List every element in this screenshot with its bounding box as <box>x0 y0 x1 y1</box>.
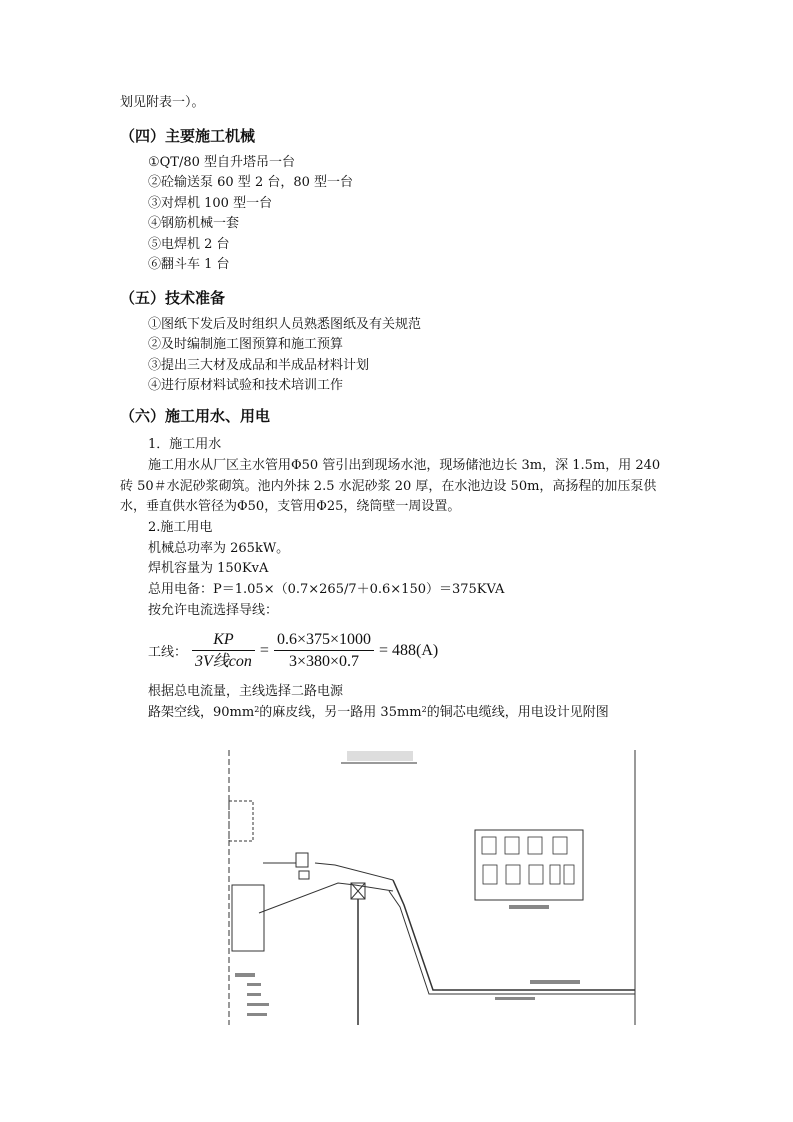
list-item: ⑥翻斗车 1 台 <box>148 257 230 272</box>
paragraph-line: 砖 50＃水泥砂浆砌筑。池内外抹 2.5 水泥砂浆 20 厚，在水池边设 50m，高扬程的加压泵供 <box>120 479 657 494</box>
formula-result: = 488(A) <box>378 641 439 659</box>
list-item: ③对焊机 100 型一台 <box>148 196 273 211</box>
list-item: ②及时编制施工图预算和施工预算 <box>148 337 344 352</box>
section-5-heading: （五）技术准备 <box>120 289 226 307</box>
paragraph-line: 按允许电流选择导线： <box>148 603 279 618</box>
formula-label: 工线： <box>148 645 188 660</box>
power-layout-diagram <box>203 745 637 1027</box>
diagram-title-scan <box>347 751 413 761</box>
fraction-1 <box>192 630 255 671</box>
paragraph-line: 水，垂直供水管径为Φ50，支管用Φ25，绕筒壁一周设置。 <box>120 499 461 514</box>
list-item: ④钢筋机械一套 <box>148 216 240 231</box>
list-item: ③提出三大材及成品和半成品材料计划 <box>148 358 370 373</box>
list-item: ①QT/80 型自升塔吊一台 <box>148 155 296 170</box>
list-item: ①图纸下发后及时组织人员熟悉图纸及有关规范 <box>148 317 422 332</box>
list-item: ⑤电焊机 2 台 <box>148 237 230 252</box>
fraction-1-denominator: 3V线con <box>195 653 252 670</box>
paragraph-line: 根据总电流量，主线选择二路电源 <box>148 684 344 699</box>
section-4-heading: （四）主要施工机械 <box>120 127 256 145</box>
fraction-1-numerator: KP <box>192 630 255 651</box>
list-item: ②砼输送泵 60 型 2 台，80 型一台 <box>148 175 354 190</box>
paragraph-line: 机械总功率为 265kW。 <box>148 541 290 556</box>
paragraph-line: 总用电备：P＝1.05×（0.7×265/7＋0.6×150）＝375KVA <box>148 582 505 597</box>
section-6-heading: （六）施工用水、用电 <box>120 407 271 425</box>
fraction-2-denominator: 3×380×0.7 <box>288 653 359 670</box>
current-formula <box>148 630 438 671</box>
paragraph-line: 路架空线，$90mm^2$的麻皮线，另一路用 $35mm^2$的铜芯电缆线，用电设计见附图 <box>148 705 609 720</box>
intro-tail: 划见附表一）。 <box>120 95 205 110</box>
paragraph-line: 施工用水从厂区主水管用Φ50 管引出到现场水池，现场储池边长 3m，深 1.5m，用 240 <box>148 458 661 473</box>
equals-sign: = <box>259 641 269 659</box>
power-title: 2.施工用电 <box>148 520 213 535</box>
fraction-2-numerator: 0.6×375×1000 <box>274 630 374 651</box>
water-title: 1．施工用水 <box>148 437 222 452</box>
list-item: ④进行原材料试验和技术培训工作 <box>148 378 344 393</box>
fraction-2 <box>274 630 374 671</box>
paragraph-line: 焊机容量为 150KvA <box>148 561 269 576</box>
